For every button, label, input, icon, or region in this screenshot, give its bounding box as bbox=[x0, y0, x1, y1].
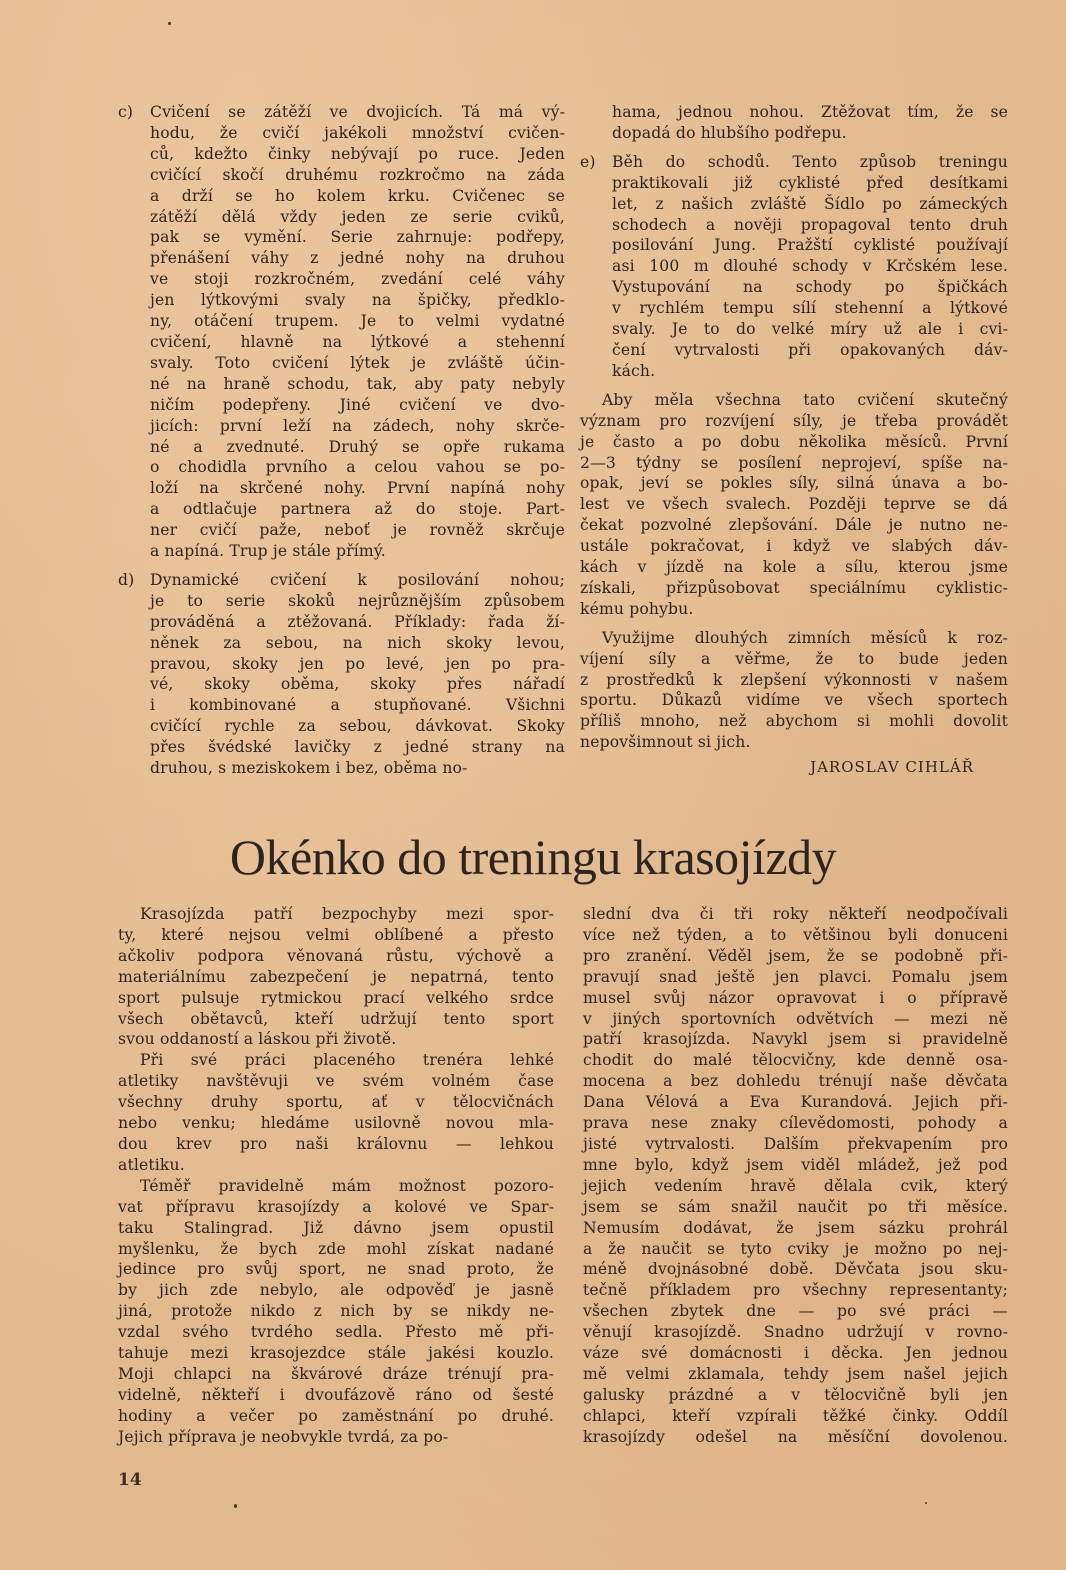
author-signature: JAROSLAV CIHLÁŘ bbox=[810, 758, 974, 777]
text-line: něnek za sebou, na nich skoky levou, bbox=[150, 633, 565, 652]
text-line: Dynamické cvičení k posilování nohou; bbox=[150, 570, 565, 589]
text-line: taku Stalingrad. Již dávno jsem opustil bbox=[118, 1218, 554, 1237]
text-line: opak, jeví se pokles síly, silná únava a bo- bbox=[580, 474, 1008, 493]
text-line: čekat pozvolné zlepšování. Dále je nutno ne- bbox=[580, 516, 1008, 535]
text-line: nebo venku; hledáme usilovně novou mla- bbox=[118, 1114, 554, 1133]
text-line: musel svůj názor opravovat i o přípravě bbox=[583, 988, 1008, 1007]
text-line: Téměř pravidelně mám možnost pozoro- bbox=[140, 1176, 554, 1195]
text-line: ner cvičí paže, neboť je rovněž skrčuje bbox=[150, 521, 565, 540]
text-line: kách. bbox=[612, 361, 656, 380]
text-line: jedince pro svůj sport, ne snad proto, že bbox=[118, 1260, 554, 1279]
text-line: lest ve všech svalech. Později teprve se dá bbox=[580, 495, 1008, 514]
text-line: jen lýtkovými svaly na špičky, předklo- bbox=[150, 291, 565, 310]
text-line: váze své domácnosti i děcka. Jen jednou bbox=[583, 1344, 1008, 1363]
text-line: pravou, skoky jen po levé, jen po pra- bbox=[150, 654, 565, 673]
text-line: ny, otáčení trupem. Je to velmi vydatné bbox=[150, 312, 565, 331]
text-line: i kombinované a stupňované. Všichni bbox=[150, 696, 565, 715]
text-line: ustále pokračovat, i když ve slabých dáv- bbox=[580, 537, 1008, 556]
text-line: dopadá do hlubšího podřepu. bbox=[612, 123, 847, 142]
text-line: loží na skrčené nohy. První napíná nohy bbox=[150, 479, 565, 498]
text-line: a že naučit se tyto cviky je možno po nej- bbox=[583, 1239, 1008, 1258]
page-number: 14 bbox=[118, 1470, 142, 1490]
list-item-text bbox=[580, 152, 1008, 382]
text-line: Dana Vélová a Eva Kurandová. Jejich při- bbox=[583, 1093, 1008, 1112]
text-line: pak se vymění. Serie zahrnuje: podřepy, bbox=[150, 228, 565, 247]
list-label: d) bbox=[118, 570, 135, 589]
text-line: praktikovali již cyklisté před desítkami bbox=[612, 173, 1008, 192]
text-line: mne bylo, když jsem viděl mládež, jež pod bbox=[583, 1155, 1008, 1174]
text-line: 2—3 týdny se posílení neprojeví, spíše na- bbox=[580, 453, 1008, 472]
text-line: a odtlačuje partnera až do stoje. Part- bbox=[150, 500, 565, 519]
text-line: prava nese znaky cílevědomosti, pohody a bbox=[583, 1114, 1008, 1133]
text-line: jisté vytrvalosti. Dalším překvapením pro bbox=[583, 1134, 1008, 1153]
list-item-text bbox=[118, 102, 565, 562]
text-line: Běh do schodů. Tento způsob treningu bbox=[612, 152, 1008, 171]
paragraph bbox=[118, 904, 554, 1050]
text-line: Vystupování na schody po špičkách bbox=[612, 278, 1008, 297]
text-line: je často a po dobu několika měsíců. První bbox=[580, 432, 1008, 451]
text-line: atletiky navštěvuji ve svém volném čase bbox=[118, 1072, 554, 1091]
text-line: přes švédské lavičky z jedné strany na bbox=[150, 738, 565, 757]
text-line: jsem se sám snažil naučit po tři měsíce. bbox=[583, 1197, 1008, 1216]
text-line: Jejich příprava je neobvykle tvrdá, za po- bbox=[118, 1427, 449, 1446]
paper-speck bbox=[925, 1502, 927, 1504]
text-line: v rychlém tempu sílí stehenní a lýtkové bbox=[612, 299, 1008, 318]
list-label: c) bbox=[118, 103, 134, 121]
text-line: ců, kdežto činky nebývají po ruce. Jeden bbox=[150, 144, 565, 163]
text-line: význam pro rozvíjení síly, je třeba provádět bbox=[580, 411, 1008, 430]
text-line: druhou, s meziskokem i bez, oběma no- bbox=[150, 759, 468, 778]
text-line: materiálnímu zabezpečení je nepatrná, tento bbox=[118, 967, 554, 986]
paragraph bbox=[580, 390, 1008, 620]
text-line: více než týden, a to většinou byli donuceni bbox=[583, 925, 1008, 944]
list-label: e) bbox=[580, 152, 596, 171]
text-line: Nemusím dodávat, že jsem sázku prohrál bbox=[583, 1218, 1008, 1237]
text-line: schodech a nověji propagoval tento druh bbox=[612, 215, 1008, 234]
text-line: prováděná a ztěžovaná. Příklady: řada ží- bbox=[150, 612, 565, 631]
text-line: o chodidla prvního a celou vahou se po- bbox=[150, 458, 565, 477]
text-line: přenášení váhy z jedné nohy na druhou bbox=[150, 249, 565, 268]
text-line: Cvičení se zátěží ve dvojicích. Tá má vý- bbox=[150, 103, 565, 121]
text-line: galusky prázdné a v tělocvičně byli jen bbox=[583, 1385, 1008, 1404]
text-line: chlapci, kteří vzpírali těžké činky. Oddíl bbox=[583, 1406, 1008, 1425]
text-line: vat přípravu krasojízdy a kolové ve Spar- bbox=[118, 1197, 554, 1216]
text-line: v jiných sportovních odvětvích — mezi ně bbox=[583, 1009, 1008, 1028]
article1-right-column bbox=[580, 102, 1008, 778]
text-line: cvičení, hlavně na lýtkové a stehenní bbox=[150, 332, 565, 351]
text-line: čení vytrvalosti při opakovaných dáv- bbox=[612, 340, 1008, 359]
text-line: chodit do malé tělocvičny, kde denně osa- bbox=[583, 1051, 1008, 1070]
text-line: né na hraně schodu, tak, aby paty nebyly bbox=[150, 374, 565, 393]
text-line: jejich vedením hravě dělala cvik, který bbox=[583, 1176, 1008, 1195]
text-line: sportu. Důkazů vidíme ve všech sportech bbox=[580, 691, 1008, 710]
article2-right-column bbox=[583, 904, 1008, 1448]
text-line: všech obětavců, kteří udržují tento sport bbox=[118, 1009, 554, 1028]
text-line: hama, jednou nohou. Ztěžovat tím, že se bbox=[612, 103, 1008, 121]
text-line: ničím podepřeny. Jiné cvičení ve dvo- bbox=[150, 395, 565, 414]
list-item-text bbox=[118, 570, 565, 779]
text-line: cvičící skočí druhému rozkročmo na záda bbox=[150, 165, 565, 184]
text-line: sport pulsuje rytmickou prací velkého srdce bbox=[118, 988, 554, 1007]
text-line: a drží se ho kolem krku. Cvičenec se bbox=[150, 186, 565, 205]
text-line: dou krev pro naši královnu — lehkou bbox=[118, 1134, 554, 1153]
text-line: všechny druhy sportu, ať v tělocvičnách bbox=[118, 1093, 554, 1112]
text-line: ty, které nejsou velmi oblíbené a přesto bbox=[118, 925, 554, 944]
list-item-c bbox=[118, 102, 565, 562]
paragraph bbox=[583, 904, 1008, 1448]
text-line: videlně, někteří i dvoufázově ráno od šesté bbox=[118, 1385, 554, 1404]
text-line: Aby měla všechna tato cvičení skutečný bbox=[602, 390, 1008, 409]
text-line: posilování Jung. Pražští cyklisté používají bbox=[612, 236, 1008, 255]
paragraph bbox=[118, 1176, 554, 1448]
text-line: kách v jízdě na kole a sílu, kterou jsme bbox=[580, 558, 1008, 577]
article2-left-column bbox=[118, 904, 554, 1448]
list-item-e bbox=[580, 152, 1008, 382]
text-line: a napíná. Trup je stále přímý. bbox=[150, 542, 386, 561]
text-line: víjení síly a věřme, že to bude jeden bbox=[580, 649, 1008, 668]
text-line: tahuje mezi krasojezdce stále jakési kouzlo. bbox=[118, 1344, 554, 1363]
text-line: zátěží dělá vždy jeden ze serie cviků, bbox=[150, 207, 565, 226]
text-line: myšlenku, že bych zde mohl získat nadané bbox=[118, 1239, 554, 1258]
text-line: všechen zbytek dne — po své práci — bbox=[583, 1302, 1008, 1321]
text-line: Využijme dlouhých zimních měsíců k roz- bbox=[602, 628, 1008, 647]
text-line: mě velmi zklamala, tehdy jsem našel jejich bbox=[583, 1364, 1008, 1383]
text-line: je to serie skoků nejrůznějším způsobem bbox=[150, 591, 565, 610]
text-line: asi 100 m dlouhé schody v Krčském lese. bbox=[612, 257, 1008, 276]
text-line: Krasojízda patří bezpochyby mezi spor- bbox=[140, 905, 554, 923]
paragraph bbox=[118, 1050, 554, 1175]
text-line: Moji chlapci na škvárové dráze trénují pra- bbox=[118, 1364, 554, 1383]
text-line: získali, přizpůsobovat speciálnímu cyklistic- bbox=[580, 578, 1008, 597]
text-line: svaly. Je to do velké míry už ale i cvi- bbox=[612, 320, 1008, 339]
list-item-text bbox=[580, 102, 1008, 144]
text-line: příliš mnoho, než abychom si mohli dovolit bbox=[580, 712, 1008, 731]
text-line: ačkoliv podpora věnovaná růstu, výchově a bbox=[118, 946, 554, 965]
paper-speck bbox=[168, 22, 171, 25]
text-line: cvičící rychle za sebou, dávkovat. Skoky bbox=[150, 717, 565, 736]
text-line: pravují snad ještě jen plavci. Pomalu jsem bbox=[583, 967, 1008, 986]
text-line: patří krasojízda. Navykl jsem si pravidelně bbox=[583, 1030, 1008, 1049]
text-line: let, z našich zvláště Šídlo po zámeckých bbox=[612, 194, 1008, 213]
paper-speck bbox=[234, 1504, 237, 1508]
text-line: svou oddaností a láskou při životě. bbox=[118, 1030, 397, 1049]
text-line: hodiny a večer po zaměstnání po druhé. bbox=[118, 1406, 554, 1425]
text-line: nepovšimnout si jich. bbox=[580, 733, 751, 752]
list-item-d bbox=[118, 570, 565, 779]
paragraph bbox=[580, 628, 1008, 753]
text-line: pro zranění. Věděl jsem, že se podobně při- bbox=[583, 946, 1008, 965]
text-line: jicích: první leží na zádech, nohy skrče- bbox=[150, 416, 565, 435]
text-line: hodu, že cvičí jakékoli množství cvičen- bbox=[150, 123, 565, 142]
text-line: kému pohybu. bbox=[580, 599, 694, 618]
text-line: né a zvednuté. Druhý se opře rukama bbox=[150, 437, 565, 456]
text-line: z prostředků k zlepšení výkonnosti v našem bbox=[580, 670, 1008, 689]
text-line: vé, skoky oběma, skoky přes nářadí bbox=[150, 675, 565, 694]
text-line: méně dvojnásobné době. Děvčata jsou sku- bbox=[583, 1260, 1008, 1279]
text-line: svaly. Toto cvičení lýtek je zvláště účin- bbox=[150, 353, 565, 372]
text-line: vzdal svého tvrdého sedla. Přesto mě při- bbox=[118, 1323, 554, 1342]
article1-left-column bbox=[118, 102, 565, 779]
text-line: Při své práci placeného trenéra lehké bbox=[140, 1051, 554, 1070]
text-line: tečně příkladem pro všechny representanty; bbox=[583, 1281, 1008, 1300]
text-line: mocena a bez dohledu trénují naše děvčata bbox=[583, 1072, 1008, 1091]
text-line: krasojízdy odešel na měsíční dovolenou. bbox=[583, 1427, 1008, 1446]
text-line: věnují krasojízdě. Snadno udržují v rovno- bbox=[583, 1323, 1008, 1342]
text-line: jiná, protože nikdo z nich by se nikdy ne- bbox=[118, 1302, 554, 1321]
article-title: Okénko do treningu krasojízdy bbox=[229, 829, 837, 885]
text-line: slední dva či tři roky někteří neodpočívali bbox=[583, 905, 1008, 923]
text-line: atletiku. bbox=[118, 1155, 185, 1174]
text-line: ve stoji rozkročném, zvedání celé váhy bbox=[150, 270, 565, 289]
text-line: by jich zde nebylo, ale odpověď je jasně bbox=[118, 1281, 554, 1300]
